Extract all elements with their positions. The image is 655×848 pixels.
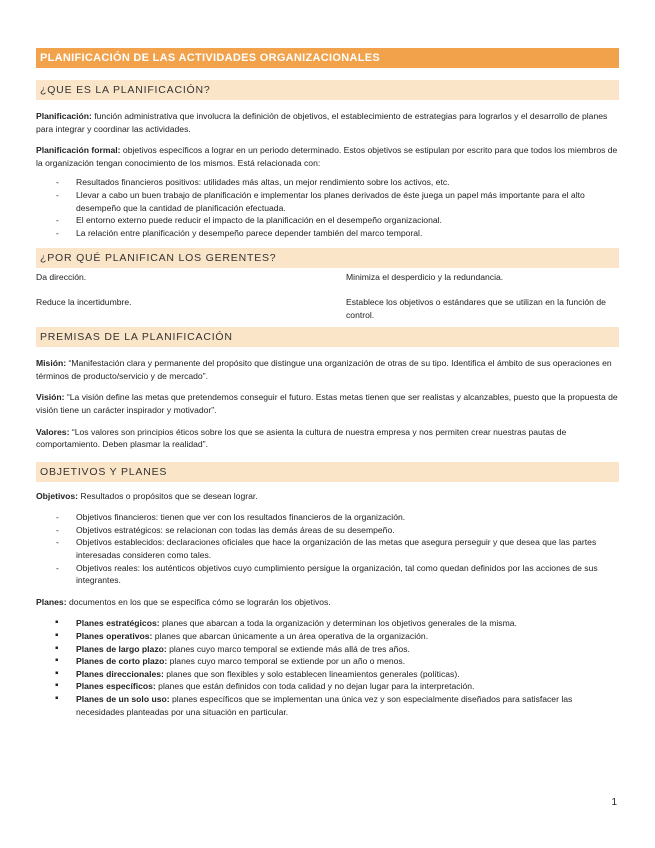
- reason-left-2: Reduce la incertidumbre.: [36, 296, 132, 307]
- plan-definition: planes cuyo marco temporal se extiende más allá de tres años.: [166, 643, 410, 654]
- term-planificacion-formal: Planificación formal:: [36, 145, 121, 156]
- paragraph-objetivos: [36, 490, 619, 503]
- term-planes: Planes:: [36, 596, 67, 607]
- plan-definition: planes que son flexibles y solo establecen lineamientos generales (políticas).: [163, 668, 460, 679]
- list-item: - Resultados financieros positivos: utilidades más altas, un mejor rendimiento sobre los activos, etc.: [36, 176, 619, 189]
- document-page: [36, 48, 619, 718]
- definition-vision: “La visión define las metas que pretendemos conseguir el futuro. Estas metas tienen que ser realistas y alcanzables, puesto que la propuesta de visión tiene un carácter inspirador y motivador”.: [36, 392, 618, 415]
- section-heading-premisas: PREMISAS DE LA PLANIFICACIÓN: [36, 327, 619, 347]
- section-heading-objetivos: OBJETIVOS Y PLANES: [36, 462, 619, 482]
- plan-term: Planes específicos:: [76, 681, 156, 692]
- list-item: - Objetivos establecidos: declaraciones oficiales que hace la organización de las metas que asegura perseguir y que desea que las partes interesadas consideren como tales.: [36, 536, 619, 561]
- paragraph-vision: [36, 391, 619, 416]
- term-vision: Visión:: [36, 392, 65, 403]
- reason-right-2: Establece los objetivos o estándares que se utilizan en la función de control.: [346, 296, 606, 320]
- paragraph-planificacion-formal: [36, 144, 619, 169]
- plan-term: Planes de largo plazo:: [76, 643, 167, 654]
- plan-definition: planes que abarcan a toda la organización y determinan los objetivos generales de la misma.: [159, 618, 517, 629]
- plan-definition: planes que abarcan únicamente a un área operativa de la organización.: [152, 631, 429, 642]
- list-item: [36, 617, 619, 630]
- plan-term: Planes direccionales:: [76, 668, 164, 679]
- document-title: PLANIFICACIÓN DE LAS ACTIVIDADES ORGANIZACIONALES: [36, 48, 619, 68]
- paragraph-planes: [36, 596, 619, 609]
- list-objetivos: [36, 511, 619, 587]
- list-item: [36, 655, 619, 668]
- term-objetivos: Objetivos:: [36, 490, 79, 501]
- list-item: - Objetivos reales: los auténticos objetivos cuyo cumplimiento persigue la organización, tal como quedan definidos por las acciones de sus integrantes.: [36, 562, 619, 587]
- definition-planificacion: función administrativa que involucra la definición de objetivos, el establecimiento de estrategias para lograrlos y el desarrollo de planes para integrar y coordinar las actividades.: [36, 111, 608, 134]
- definition-objetivos: Resultados o propósitos que se desean lograr.: [78, 490, 258, 501]
- term-planificacion: Planificación:: [36, 111, 92, 121]
- definition-valores: “Los valores son principios éticos sobre los que se asienta la cultura de nuestra empresa y nos permiten crear nuestras pautas de comportamiento. Deben plasmar la realidad”.: [36, 426, 567, 450]
- paragraph-valores: [36, 426, 619, 451]
- definition-planes: documentos en los que se especifica cómo se lograrán los objetivos.: [66, 596, 331, 607]
- list-item: - Objetivos financieros: tienen que ver con los resultados financieros de la organización.: [36, 511, 619, 524]
- list-item: - La relación entre planificación y desempeño parece depender también del marco temporal.: [36, 227, 619, 240]
- reason-right-1: Minimiza el desperdicio y la redundancia.: [346, 272, 504, 283]
- list-item: [36, 680, 619, 693]
- why-plan-grid: [36, 268, 619, 321]
- plan-term: Planes de corto plazo:: [76, 656, 168, 667]
- section-heading-por-que: ¿POR QUÉ PLANIFICAN LOS GERENTES?: [36, 248, 619, 268]
- plan-term: Planes de un solo uso:: [76, 694, 170, 704]
- plan-definition: planes que están definidos con toda calidad y no dejan lugar para la interpretación.: [155, 681, 475, 692]
- section-heading-que-es: ¿QUE ES LA PLANIFICACIÓN?: [36, 80, 619, 100]
- list-item: - Objetivos estratégicos: se relacionan con todas las demás áreas de su desempeño.: [36, 524, 619, 537]
- plan-definition: planes cuyo marco temporal se extiende por un año o menos.: [167, 656, 406, 667]
- plan-term: Planes estratégicos:: [76, 618, 160, 629]
- reason-left-1: Da dirección.: [36, 272, 87, 283]
- list-item: [36, 643, 619, 656]
- list-item: - El entorno externo puede reducir el impacto de la planificación en el desempeño organizacional.: [36, 214, 619, 227]
- definition-planificacion-formal: objetivos específicos a lograr en un periodo determinado. Estos objetivos se estipulan por escrito para que todos los miembros de la organización tengan conocimiento de los mismos. Está relacionada con:: [36, 145, 618, 168]
- list-item: [36, 668, 619, 681]
- plan-term: Planes operativos:: [76, 631, 153, 642]
- term-valores: Valores:: [36, 426, 70, 437]
- list-item: [36, 693, 619, 718]
- paragraph-planificacion: [36, 110, 619, 135]
- list-item: - Llevar a cabo un buen trabajo de planificación e implementar los planes derivados de éste juega un papel más importante para el alto desempeño que la cantidad de planificación efectuada.: [36, 189, 619, 214]
- definition-mision: “Manifestación clara y permanente del propósito que distingue una organización de otras de su tipo. Identifica el ámbito de sus operaciones en términos de producto/servicio y de mercado”.: [36, 358, 612, 381]
- list-item: [36, 630, 619, 643]
- page-number: 1: [611, 797, 617, 808]
- list-planes: [36, 617, 619, 718]
- paragraph-mision: [36, 357, 619, 382]
- term-mision: Misión:: [36, 358, 67, 369]
- plan-definition: planes específicos que se implementan una única vez y son especialmente diseñados para satisfacer las necesidades planteadas por una situación en particular.: [76, 694, 573, 717]
- list-planificacion-formal: [36, 176, 619, 239]
